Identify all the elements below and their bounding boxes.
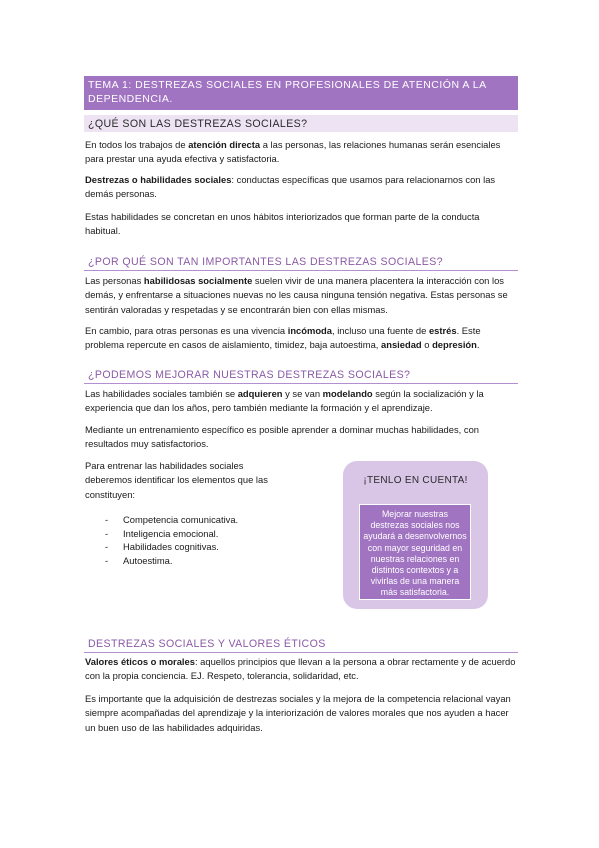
tip-callout-text: Mejorar nuestras destrezas sociales nos ayudará a desenvolvernos con mayor seguridad en nuestras relaciones en distintos contextos y a vivirlas de una manera más satisfactoria. — [359, 504, 471, 600]
section-heading-improve: ¿PODEMOS MEJORAR NUESTRAS DESTREZAS SOCIALES? — [84, 366, 518, 384]
paragraph: Valores éticos o morales: aquellos principios que llevan a la persona a obrar rectamente y de acuerdo con la propia conciencia. EJ. Respeto, tolerancia, solidaridad, etc. — [85, 656, 516, 682]
document-title: TEMA 1: DESTREZAS SOCIALES EN PROFESIONALES DE ATENCIÓN A LA DEPENDENCIA. — [84, 76, 518, 110]
paragraph: En cambio, para otras personas es una vivencia incómoda, incluso una fuente de estrés. Este problema repercute en casos de aislamiento, timidez, baja autoestima, ansiedad o depresión. — [85, 325, 481, 351]
section-heading-what: ¿QUÉ SON LAS DESTREZAS SOCIALES? — [84, 115, 518, 132]
paragraph: Es importante que la adquisición de destrezas sociales y la mejora de la competencia relacional vayan siempre acompañadas del aprendizaje y la interiorización de valores morales que nos ayuden a hacer un buen uso de las habilidades adquiridas. — [85, 693, 511, 733]
list-item: - Inteligencia emocional. — [105, 527, 238, 541]
section-heading-why: ¿POR QUÉ SON TAN IMPORTANTES LAS DESTREZAS SOCIALES? — [84, 253, 518, 271]
paragraph: Destrezas o habilidades sociales: conductas específicas que usamos para relacionarnos con las demás personas. — [85, 174, 496, 200]
paragraph: Estas habilidades se concretan en unos hábitos interiorizados que forman parte de la conducta habitual. — [85, 211, 480, 237]
list-item: - Competencia comunicativa. — [105, 513, 238, 527]
list-item: - Autoestima. — [105, 554, 238, 568]
tip-callout — [343, 461, 488, 609]
tip-callout-title: ¡TENLO EN CUENTA! — [363, 475, 468, 486]
paragraph: Las habilidades sociales también se adquieren y se van modelando según la socialización y la experiencia que dan los años, pero también mediante la formación y el aprendizaje. — [85, 388, 484, 414]
elements-list — [105, 513, 238, 568]
section-heading-ethics: DESTREZAS SOCIALES Y VALORES ÉTICOS — [84, 635, 518, 653]
list-item: - Habilidades cognitivas. — [105, 540, 238, 554]
paragraph: Mediante un entrenamiento específico es posible aprender a dominar muchas habilidades, con resultados muy satisfactorios. — [85, 424, 479, 450]
paragraph: En todos los trabajos de atención directa a las personas, las relaciones humanas serán esenciales para prestar una ayuda efectiva y satisfactoria. — [85, 139, 501, 165]
paragraph: Las personas habilidosas socialmente suelen vivir de una manera placentera la interacción con los demás, y enfrentarse a situaciones nuevas no les causa ninguna tensión negativa. Estas personas se sentirán valoradas y respetadas y se encontrarán bien con ellas mismas. — [85, 275, 508, 315]
paragraph: Para entrenar las habilidades sociales deberemos identificar los elementos que las constituyen: — [85, 460, 268, 500]
